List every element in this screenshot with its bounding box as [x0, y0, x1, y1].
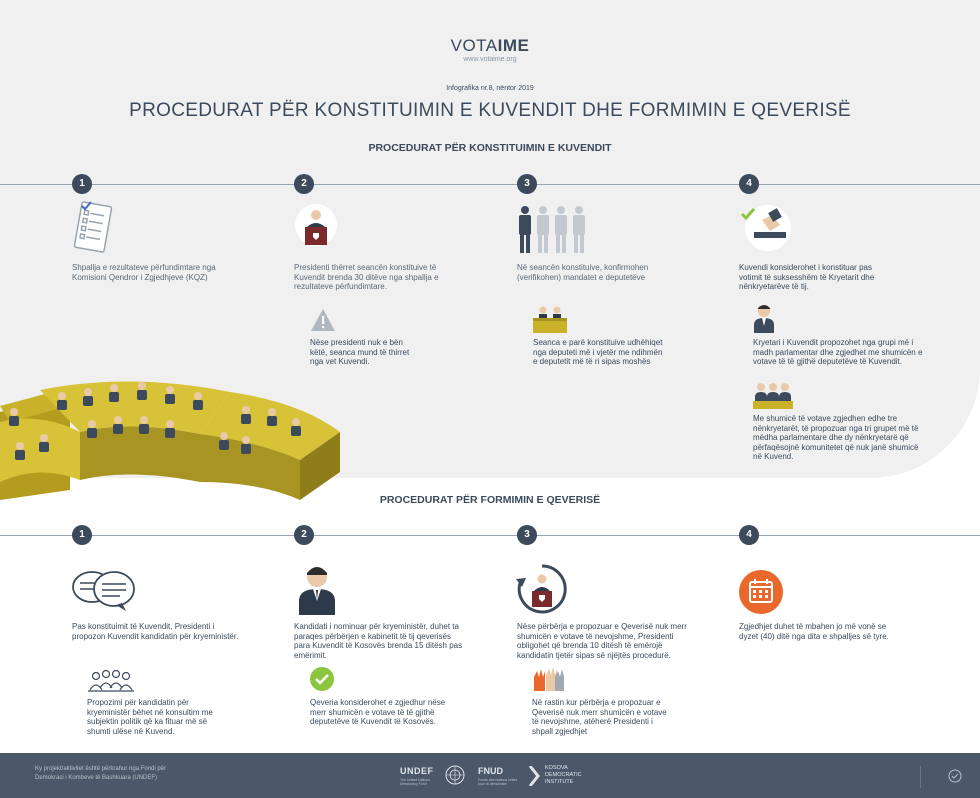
president-cycle-icon — [516, 563, 568, 615]
logo: VOTAIME — [450, 36, 530, 55]
s1-step-2-text: Presidenti thërret seancën konstituive të Kuvendit brenda 30 ditëve nga shpallja e rezultateve përfundimtare. — [294, 263, 439, 291]
section2-title: PROCEDURAT PËR FORMIMIN E QEVERISË — [379, 494, 601, 506]
section1-title: PROCEDURAT PËR KONSTITUIMIN E KUVENDIT — [368, 142, 612, 154]
un-emblem-icon — [444, 764, 466, 786]
s1-step-3: 3 — [517, 174, 537, 194]
s2-step-4-text: Zgjedhjet duhet të mbahen jo më vonë se dyzet (40) ditë nga dita e shpalljes së tyre. — [739, 622, 889, 641]
meeting-group-icon — [86, 668, 136, 694]
s2-step-2-text: Kandidati i nominuar për kryeministër, duhet ta paraqes përbërjen e kabinetit të tij qeverisës para Kuvendit të Kosovës brenda 15 ditësh pas emërimit. — [294, 622, 463, 660]
presiding-desk-icon — [530, 304, 570, 334]
s1-step-3-text: Në seancën konstituive, konfirmohen (verifikohen) mandatet e deputetëve — [517, 263, 649, 282]
podium-speaker-icon — [294, 203, 338, 247]
warning-icon — [310, 308, 336, 332]
s1-step-4-note2: Me shumicë të votave zgjedhen edhe tre nënkryetarët, të propozuar nga tri grupet më të mëdha parlamentare dhe dy nënkryetarë që përfaqësojnë komunitetet që nuk janë shumicë në Kuvend. — [753, 414, 919, 461]
speaker-person-icon — [753, 304, 775, 334]
s2-step-2-note: Qeveria konsiderohet e zgjedhur nëse merr shumicën e votave të të gjithë deputetëve të Kuvendit të Kosovës. — [310, 698, 446, 726]
s2-step-3: 3 — [517, 525, 537, 545]
undef-logo: UNDEF — [400, 766, 434, 776]
s1-step-1: 1 — [72, 174, 92, 194]
footer-support-text: Ky projekt/aktivitet është përkrahur nga Fondi për Demokraci i Kombeve të Bashkuara (UNDEF) — [35, 766, 167, 781]
s2-step-1-note: Propozimi për kandidatin për kryeministër bëhet në konsultim me subjektin politik që ka fituar më së shumti ulëse në Kuvend. — [87, 698, 213, 736]
s2-step-4: 4 — [739, 525, 759, 545]
s1-step-3-note: Seanca e parë konstituive udhëhiqet nga deputeti më i vjetër me ndihmën e deputetit më të ri sipas moshës — [533, 338, 663, 366]
check-circle-icon — [310, 667, 334, 691]
s1-step-4: 4 — [739, 174, 759, 194]
s2-step-3-text: Nëse përbërja e propozuar e Qeverisë nuk merr shumicën e votave të nevojshme, Presidenti obligohet që brenda 10 ditësh të emërojë kandidatin tjetër sipas së njëjtës procedurë. — [517, 622, 687, 660]
s2-step-1: 1 — [72, 525, 92, 545]
deputies-people-icon — [515, 205, 591, 255]
s1-step-2-note: Nëse presidenti nuk e bën këtë, seanca mund të thirret nga vet Kuvendi. — [310, 338, 410, 366]
fnud-subtitle: Fonds des Nations Unies pour la démocratie — [478, 778, 518, 786]
vote-ballot-icon — [738, 202, 794, 252]
timeline-2 — [0, 535, 980, 536]
s2-step-3-note: Në rastin kur përbërja e propozuar e Qeverisë nuk merr shumicën e votave të nevojshme, atëherë Presidenti i shpall zgjedhjet — [532, 698, 667, 736]
vice-presidents-group-icon — [753, 381, 793, 409]
raised-hands-icon — [530, 667, 566, 693]
prime-minister-candidate-icon — [297, 563, 337, 615]
parliament-seats-illustration — [0, 372, 340, 500]
undef-subtitle: The United Nations Democracy Fund — [400, 778, 430, 786]
footer-divider — [920, 766, 921, 788]
logo-url: www.votaime.org — [463, 56, 517, 63]
fnud-logo: FNUD — [478, 766, 503, 776]
s1-step-4-text: Kuvendi konsiderohet i konstituar pas votimit të suksesshëm të Kryetarit dhe nënkryetarëve të tij. — [739, 263, 875, 291]
s1-step-1-text: Shpallja e rezultateve përfundimtare nga Komisioni Qendror i Zgjedhjeve (KQZ) — [72, 263, 216, 282]
timeline-1 — [0, 184, 980, 185]
s2-step-1-text: Pas konstituimit të Kuvendit, Presidenti i propozon Kuvendit kandidatin për kryeministër. — [72, 622, 239, 641]
checklist-icon — [68, 200, 114, 256]
edition-label: Infografika nr.8, nëntor 2019 — [446, 85, 534, 92]
page-title: PROCEDURAT PËR KONSTITUIMIN E KUVENDIT DHE FORMIMIN E QEVERISË — [129, 100, 851, 121]
s1-step-2: 2 — [294, 174, 314, 194]
calendar-icon — [739, 570, 783, 614]
s2-step-2: 2 — [294, 525, 314, 545]
footer-brand-icon — [948, 769, 962, 783]
kdi-logo-icon — [528, 766, 542, 786]
s1-step-4-note: Kryetari i Kuvendit propozohet nga grupi më i madh parlamentar dhe zgjedhet me shumicën e votave të të gjithë deputetëve të Kuvendit. — [753, 338, 923, 366]
speech-bubbles-icon — [70, 567, 136, 613]
kdi-logo-text: KOSOVA DEMOCRATIC INSTITUTE — [545, 765, 582, 785]
